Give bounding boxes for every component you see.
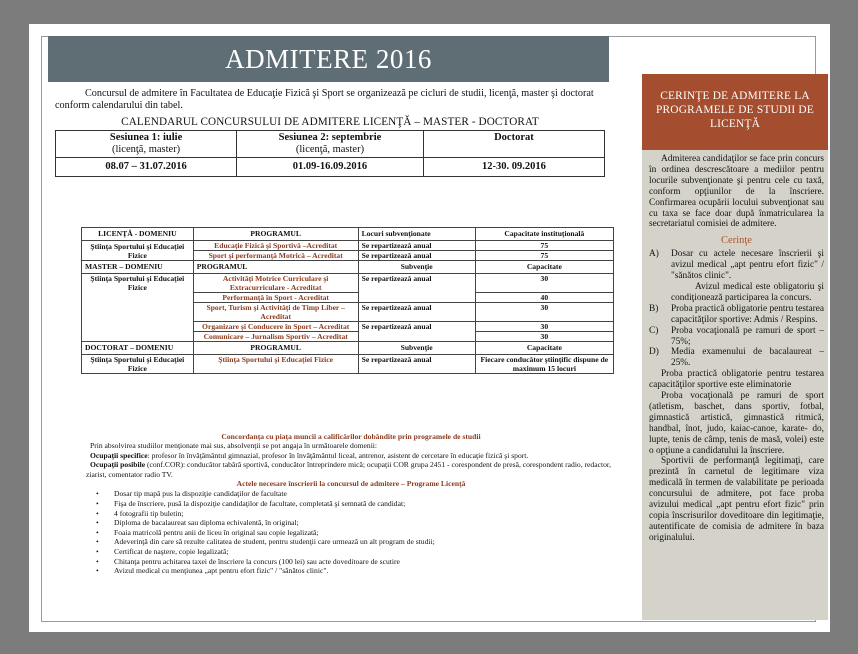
specific-text: : profesor în învăţământul gimnazial, profesor în învăţământul liceal, antrenor, asistent de cercetare în educaţie fizică şi sport. <box>147 450 529 460</box>
sidebar-intro: Admiterea candidaţilor se face prin concurs în ordinea descrescătoare a mediilor pentru locurile subvenţionate şi pentru cele cu taxă, conform opţiunilor de la înscriere. Confirmarea ocupării locului subvenţionat sau cu taxa se face doar după înmatricularea la secretariatul comisiei de admitere. <box>649 154 824 230</box>
column-header: Capacitate <box>475 261 613 274</box>
subsidy-cell: Se repartizează anual <box>358 322 475 342</box>
program-name: Ştiinţa Sportului şi Educaţiei Fizice <box>193 355 358 374</box>
column-header: Subvenţie <box>358 342 475 355</box>
criteria-item <box>649 326 824 348</box>
calendar-header-row <box>56 131 605 158</box>
column-header: DOCTORAT – DOMENIU <box>82 342 194 355</box>
session-detail: (licenţă, master) <box>295 144 365 155</box>
list-item: • 4 fotografii tip buletin; <box>108 509 616 519</box>
licenta-header-row <box>82 228 614 241</box>
possible-text: (conf.COR): conducător tabără sportivă, conducător întreprindere mică; ocupaţii COR grupa 2451 - corespondent de presă, corespondent radio, redactor, ziarist, comentator radio TV. <box>86 460 611 479</box>
session-detail: (licenţă, master) <box>111 144 181 155</box>
docs-heading: Actele necesare înscrierii la concursul de admitere – Programe Licenţă <box>236 479 466 489</box>
column-header: PROGRAMUL <box>193 228 358 241</box>
domain-cell: Ştiinţa Sportului şi Educaţiei Fizice <box>82 241 194 261</box>
calendar-heading: CALENDARUL CONCURSULUI DE ADMITERE LICENŢĂ – MASTER - DOCTORAT <box>121 116 539 128</box>
list-item: • Foaia matricolă pentru anii de liceu în original sau copie legalizată; <box>108 528 616 538</box>
capacity-cell: Fiecare conducător ştiinţific dispune de maximum 15 locuri <box>475 355 613 374</box>
title-banner <box>48 36 609 82</box>
possible-occupations <box>86 460 616 479</box>
notes-section <box>86 432 616 576</box>
document-page <box>29 24 830 632</box>
column-header: LICENŢĂ - DOMENIU <box>82 228 194 241</box>
session-cell <box>237 131 424 158</box>
subsidy-cell: Se repartizează anual <box>358 241 475 251</box>
criteria-item <box>649 282 824 304</box>
sidebar-header <box>642 74 828 150</box>
capacity-cell: 30 <box>475 322 613 332</box>
list-item: • Adeverinţă din care să rezulte calitatea de student, pentru studenţii care urmează un alt program de studii; <box>108 537 616 547</box>
criteria-heading: Cerinţe <box>721 235 752 247</box>
session-name: Sesiunea 2: septembrie <box>278 132 382 143</box>
criteria-item <box>649 347 824 369</box>
criteria-letter: A) <box>649 249 659 260</box>
criteria-text: Proba practică obligatorie pentru testarea capacităţilor sportive: Admis / Respins. <box>671 303 824 325</box>
program-name: Educaţie Fizică şi Sportivă –Acreditat <box>193 241 358 251</box>
column-header: Locuri subvenţionate <box>358 228 475 241</box>
subsidy-cell: Se repartizează anual <box>358 274 475 303</box>
master-header-row <box>82 261 614 274</box>
subsidy-cell: Se repartizează anual <box>358 303 475 322</box>
calendar-table <box>55 130 605 177</box>
criteria-text: Proba vocaţională pe ramuri de sport – 75%; <box>671 325 824 347</box>
vocationala-paragraph: Proba vocaţională pe ramuri de sport (atletism, baschet, dans sportiv, fotbal, gimnastică artistică, gimnastică ritmică, handbal, înot, judo, kaiac-canoe, karate- do, lupte, tenis de câmp, tenis de masă, volei) este o opţiune a candidatului la înscriere. <box>649 391 824 456</box>
main-content <box>55 86 605 177</box>
session-name: Doctorat <box>494 132 534 143</box>
list-item: • Dosar tip mapă pus la dispoziţie candidaţilor de facultate <box>108 489 616 499</box>
session-name: Sesiunea 1: iulie <box>109 132 183 143</box>
programs-table <box>81 227 614 374</box>
list-item: • Avizul medical cu menţiunea „apt pentru efort fizic" / "sănătos clinic". <box>108 566 616 576</box>
subsidy-cell: Se repartizează anual <box>358 251 475 261</box>
criteria-letter: B) <box>649 303 659 314</box>
list-item: • Certificat de naştere, copie legalizată; <box>108 547 616 557</box>
sidebar-body <box>649 154 824 544</box>
specific-label: Ocupaţii specifice <box>90 450 148 460</box>
criteria-letter: D) <box>649 347 659 358</box>
docs-list <box>86 489 616 575</box>
specific-occupations <box>86 451 616 460</box>
column-header: Capacitate instituţională <box>475 228 613 241</box>
performanta-paragraph: Sportivii de performanţă legitimaţi, care prezintă în carnetul de legitimare viza medicală în termen de valabilitate pe perioada concursului de admitere, pot face proba avizului medical „apt pentru efort fizic" prin copia înscrisurilor doveditoare din legitimaţie, autentificate de comisia de admitere în baza originalului. <box>649 456 824 543</box>
column-header: PROGRAMUL <box>193 342 358 355</box>
criteria-text: Media examenului de bacalaureat – 25%. <box>671 347 824 369</box>
criteria-item <box>649 304 824 326</box>
capacity-cell: 75 <box>475 241 613 251</box>
criteria-text: Avizul medical este obligatoriu şi condiţionează participarea la concurs. <box>671 281 824 303</box>
criteria-letter: C) <box>649 325 659 336</box>
graduates-paragraph: Prin absolvirea studiilor menţionate mai sus, absolvenţii se pot angaja în următoarele domenii: <box>90 441 378 451</box>
program-name: Organizare şi Conducere în Sport – Acreditat <box>193 322 358 332</box>
program-name: Performanţă în Sport - Acreditat <box>193 293 358 303</box>
concordance-heading: Concordanţa cu piaţa muncii a calificărilor dobândite prin programele de studii <box>221 432 481 441</box>
program-name: Sport şi performanţă Motrică – Acreditat <box>193 251 358 261</box>
list-item: • Fişa de înscriere, pusă la dispoziţie candidaţilor de facultate, completată şi semnată de candidat; <box>108 499 616 509</box>
table-row <box>82 274 614 293</box>
intro-paragraph: Concursul de admitere în Facultatea de Educaţie Fizică şi Sport se organizează pe cicluri de studii, licenţă, master şi doctorat conform calendarului din tabel. <box>55 88 594 111</box>
session-dates: 08.07 – 31.07.2016 <box>56 158 237 177</box>
column-header: Capacitate <box>475 342 613 355</box>
program-name: Sport, Turism şi Activităţi de Timp Liber – Acreditat <box>193 303 358 322</box>
session-dates: 01.09-16.09.2016 <box>237 158 424 177</box>
program-name: Activităţi Motrice Curriculare şi Extracurriculare - Acreditat <box>193 274 358 293</box>
domain-cell: Ştiinţa Sportului şi Educaţiei Fizice <box>82 274 194 342</box>
page-title: ADMITERE 2016 <box>225 44 432 74</box>
column-header: PROGRAMUL <box>193 261 358 274</box>
session-dates: 12-30. 09.2016 <box>423 158 604 177</box>
possible-label: Ocupaţii posibile <box>90 460 146 470</box>
calendar-dates-row <box>56 158 605 177</box>
session-cell <box>56 131 237 158</box>
capacity-cell: 75 <box>475 251 613 261</box>
doctorat-header-row <box>82 342 614 355</box>
capacity-cell: 30 <box>475 332 613 342</box>
list-item: • Diploma de bacalaureat sau diploma echivalentă, în original; <box>108 518 616 528</box>
criteria-text: Dosar cu actele necesare înscrierii şi avizul medical „apt pentru efort fizic" / "sănătos clinic". <box>671 249 824 282</box>
column-header: Subvenţie <box>358 261 475 274</box>
program-name: Comunicare – Jurnalism Sportiv – Acreditat <box>193 332 358 342</box>
capacity-cell: 30 <box>475 274 613 293</box>
practica-paragraph: Proba practică obligatorie pentru testarea capacităţilor sportive este eliminatorie <box>649 369 824 391</box>
list-item: • Chitanţa pentru achitarea taxei de înscriere la concurs (100 lei) sau acte doveditoare de scutire <box>108 557 616 567</box>
requirements-sidebar <box>642 74 828 620</box>
capacity-cell: 30 <box>475 303 613 322</box>
criteria-item <box>649 249 824 282</box>
column-header: MASTER – DOMENIU <box>82 261 194 274</box>
sidebar-title: CERINŢE DE ADMITERE LA PROGRAMELE DE STUDII DE LICENŢĂ <box>655 90 815 130</box>
table-row <box>82 355 614 374</box>
subsidy-cell: Se repartizează anual <box>358 355 475 374</box>
domain-cell: Ştiinţa Sportului şi Educaţiei Fizice <box>82 355 194 374</box>
table-row <box>82 241 614 251</box>
capacity-cell: 40 <box>475 293 613 303</box>
session-cell <box>423 131 604 158</box>
